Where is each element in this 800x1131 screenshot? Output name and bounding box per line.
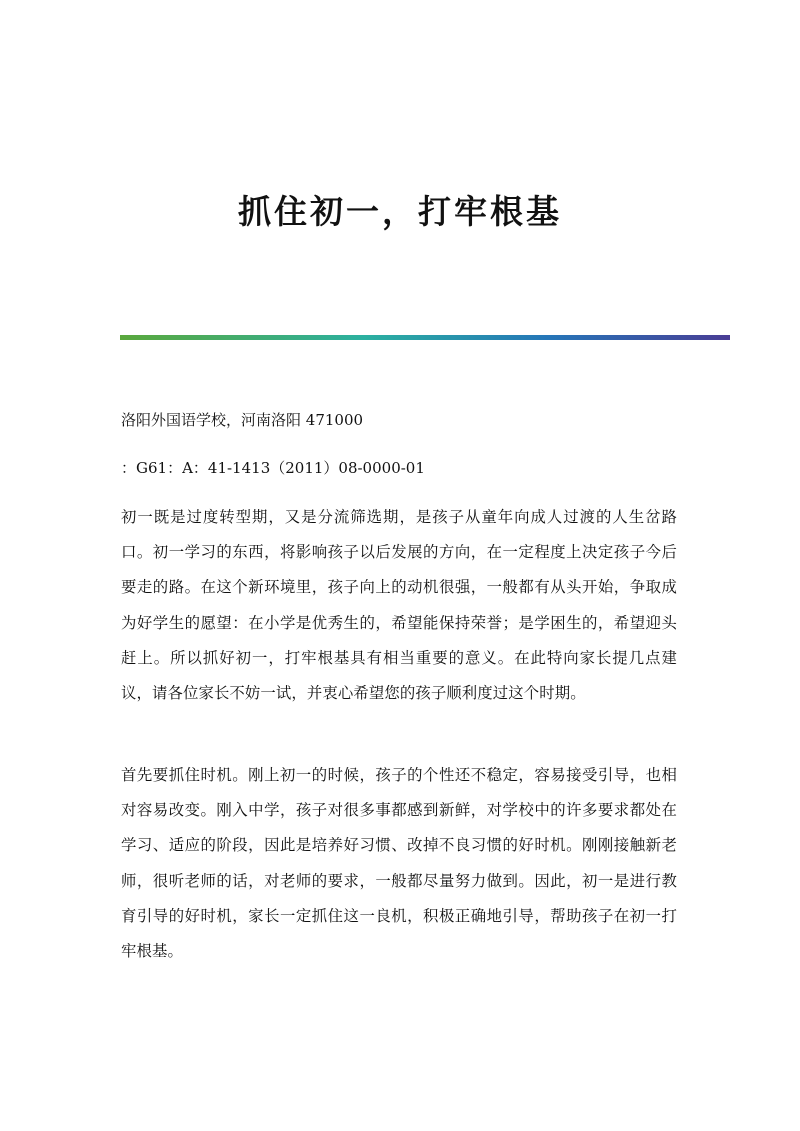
document-title: 抓住初一，打牢根基 — [238, 192, 562, 231]
body-paragraph-2: 首先要抓住时机。刚上初一的时候，孩子的个性还不稳定，容易接受引导，也相对容易改变。刚入中学，孩子对很多事都感到新鲜，对学校中的许多要求都处在学习、适应的阶段，因此是培养好习惯、改掉不良习惯的好时机。刚刚接触新老师，很听老师的话，对老师的要求，一般都尽量努力做到。因此，初一是进行教育引导的好时机，家长一定抓住这一良机，积极正确地引导，帮助孩子在初一打牢根基。 — [121, 766, 677, 961]
author-affiliation: 洛阳外国语学校，河南洛阳 471000 — [121, 411, 364, 429]
body-paragraph-1: 初一既是过度转型期，又是分流筛选期，是孩子从童年向成人过渡的人生岔路口。初一学习的东西，将影响孩子以后发展的方向，在一定程度上决定孩子今后要走的路。在这个新环境里，孩子向上的动机很强，一般都有从头开始，争取成为好学生的愿望：在小学是优秀生的，希望能保持荣誉；是学困生的，希望迎头赶上。所以抓好初一，打牢根基具有相当重要的意义。在此特向家长提几点建议，请各位家长不妨一试，并衷心希望您的孩子顺利度过这个时期。 — [121, 508, 677, 703]
title-divider — [120, 335, 730, 340]
classification-code: ：G61：A：41-1413（2011）08-0000-01 — [121, 459, 425, 477]
